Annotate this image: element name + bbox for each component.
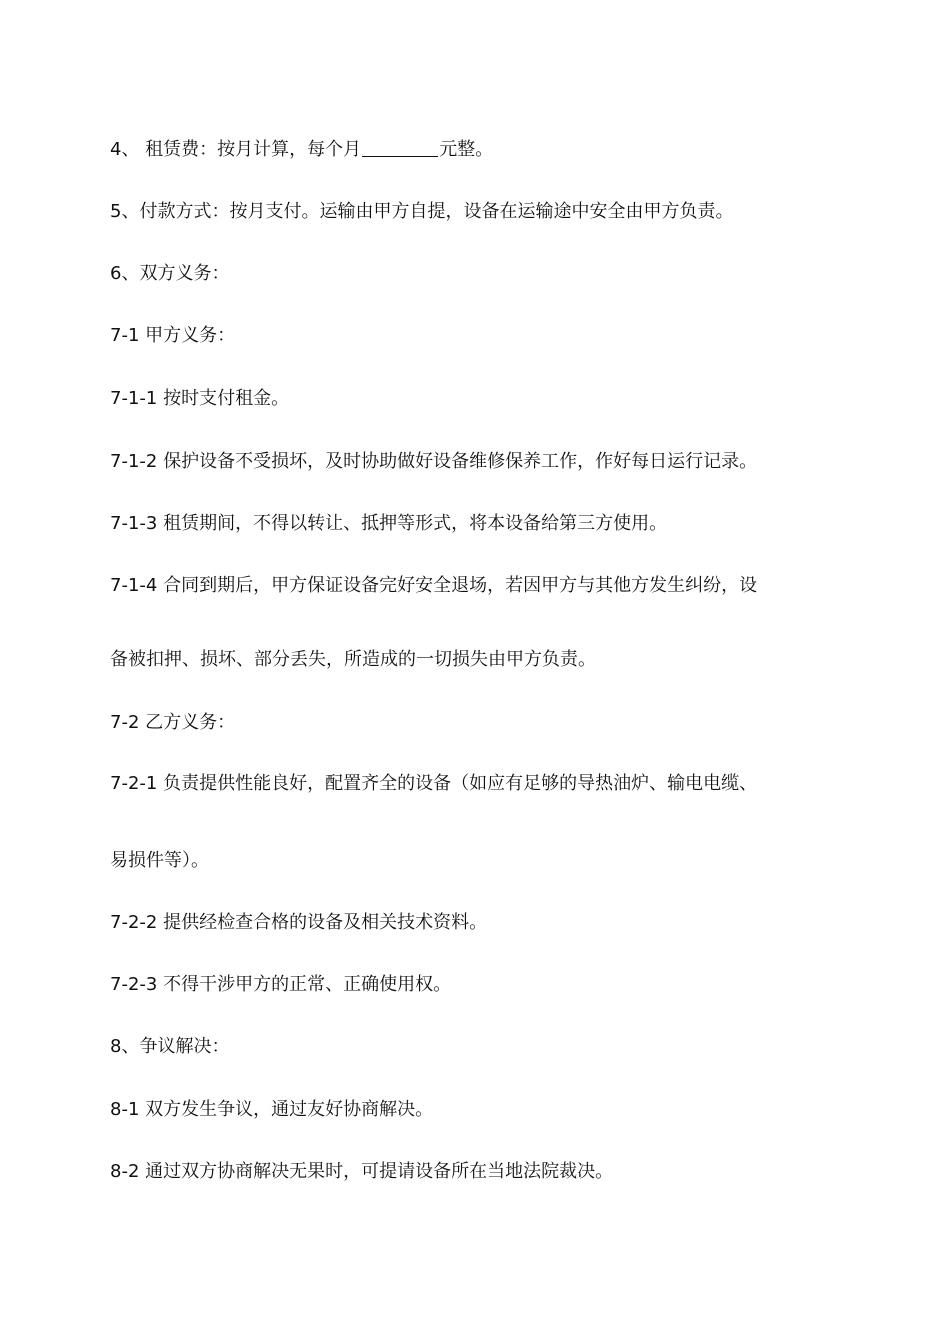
clause-4-rent-fee [110,138,493,162]
clause-4-text-after-blank: 元整。 [439,139,494,160]
clause-5-payment-method: 5、付款方式：按月支付。运输由甲方自提，设备在运输途中安全由甲方负责。 [110,201,734,222]
clause-7-1-heading: 7-1 甲方义务： [110,325,236,346]
clause-8-2: 8-2 通过双方协商解决无果时，可提请设备所在当地法院裁决。 [110,1161,614,1182]
clause-7-2-1-line-1: 7-2-1 负责提供性能良好，配置齐全的设备（如应有足够的导热油炉、输电电缆、 [110,773,758,794]
clause-7-2-3: 7-2-3 不得干涉甲方的正常、正确使用权。 [110,974,452,995]
clause-6-heading: 6、双方义务： [110,263,230,284]
clause-7-1-2: 7-1-2 保护设备不受损坏，及时协助做好设备维修保养工作，作好每日运行记录。 [110,451,758,472]
clause-8-1: 8-1 双方发生争议，通过友好协商解决。 [110,1099,434,1120]
clause-7-2-1-line-2: 易损件等）。 [110,850,209,871]
clause-7-1-3: 7-1-3 租赁期间，不得以转让、抵押等形式，将本设备给第三方使用。 [110,513,668,534]
clause-7-2-heading: 7-2 乙方义务： [110,712,236,733]
clause-7-1-4-line-1: 7-1-4 合同到期后，甲方保证设备完好安全退场，若因甲方与其他方发生纠纷，设 [110,575,758,596]
fill-in-blank[interactable] [362,138,438,157]
clause-7-1-1: 7-1-1 按时支付租金。 [110,388,290,409]
clause-7-2-2: 7-2-2 提供经检查合格的设备及相关技术资料。 [110,912,488,933]
clause-7-1-4-line-2: 备被扣押、损坏、部分丢失，所造成的一切损失由甲方负责。 [110,649,596,670]
clause-4-text-before-blank: 4、 租赁费：按月计算，每个月 [110,139,362,160]
clause-8-heading: 8、争议解决： [110,1036,230,1057]
